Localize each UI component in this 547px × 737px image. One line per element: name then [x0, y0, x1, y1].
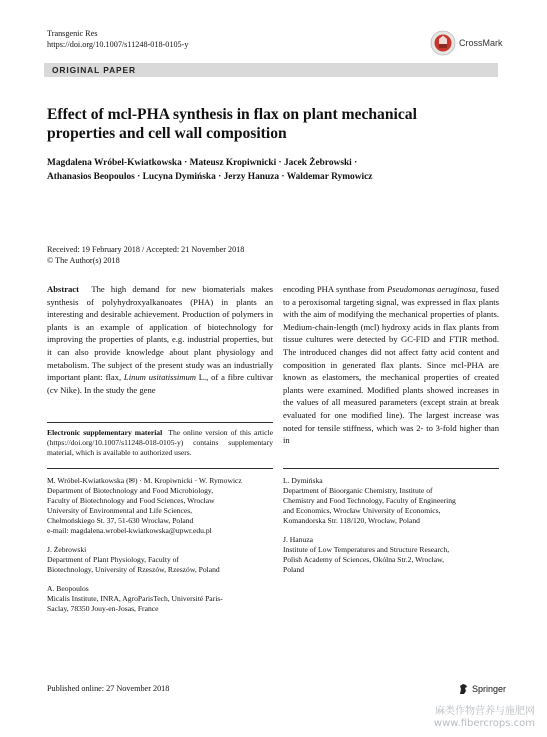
affiliation-line: Department of Bioorganic Chemistry, Institute of — [283, 486, 433, 495]
affiliation-line: Saclay, 78350 Jouy-en-Josas, France — [47, 604, 159, 613]
affiliation-line: Micalis Institute, INRA, AgroParisTech, Université Paris- — [47, 594, 223, 603]
crossmark-badge[interactable] — [430, 30, 503, 56]
abstract-text: L., of a fibre cultivar (cv Nike). In the study the gene — [47, 372, 273, 395]
abstract-text: encoding PHA synthase from — [283, 284, 385, 294]
divider — [47, 422, 273, 423]
copyright: © The Author(s) 2018 — [47, 255, 120, 265]
affiliations-right — [283, 476, 499, 584]
journal-name: Transgenic Res — [47, 29, 98, 38]
affiliation-line: Chemistry and Food Technology, Faculty of Engineering — [283, 496, 456, 505]
email-link[interactable]: e-mail: magdalena.wrobel-kwiatkowska@upwr.edu.pl — [47, 526, 212, 535]
affiliation-line: Polish Academy of Sciences, Okólna Str.2, Wrocław, — [283, 555, 445, 564]
affiliation-line: Department of Biotechnology and Food Microbiology, — [47, 486, 214, 495]
springer-logo — [458, 683, 506, 695]
crossmark-icon — [430, 30, 456, 56]
esm-text: The online version of this article ( — [47, 428, 274, 447]
affiliation — [283, 535, 499, 575]
supplementary-note — [47, 428, 273, 458]
affiliation — [47, 476, 273, 536]
affiliation-line: Faculty of Biotechnology and Food Sciences, Wrocław — [47, 496, 215, 505]
affiliation-authors: M. Wróbel-Kwiatkowska (✉) · M. Kropiwnicki · W. Rymowicz — [47, 476, 242, 485]
affiliation-authors: J. Hanuza — [283, 535, 313, 544]
author-list — [47, 157, 487, 184]
affiliation-line: Poland — [283, 565, 305, 574]
affiliation-line: Chełmońskiego St. 37, 51-630 Wrocław, Poland — [47, 516, 194, 525]
springer-label: Springer — [472, 684, 507, 694]
affiliation — [47, 545, 273, 575]
affiliation — [283, 476, 499, 526]
organism-name: Pseudomonas aeruginosa, — [387, 284, 478, 294]
section-label: ORIGINAL PAPER — [44, 63, 498, 77]
affiliation-line: Biotechnology, University of Rzeszów, Rzeszów, Poland — [47, 565, 220, 574]
publication-dates — [47, 245, 244, 266]
affiliation-line: University of Environmental and Life Sciences, — [47, 506, 193, 515]
species-name: Linum usitatissimum — [123, 372, 196, 383]
esm-doi-link[interactable]: https://doi.org/10.1007/s11248-018-0105-y — [49, 438, 181, 447]
received-accepted: Received: 19 February 2018 / Accepted: 21 November 2018 — [47, 245, 245, 254]
published-online: Published online: 27 November 2018 — [47, 684, 170, 693]
esm-heading: Electronic supplementary material — [47, 428, 163, 437]
journal-header — [47, 28, 188, 50]
watermark-url: www.fibercrops.com — [433, 718, 535, 729]
divider — [283, 468, 499, 469]
abstract-text: fused to a peroxisomal targeting signal, was expressed in flax plants with the aim of modifying the mechanical properties of plants. Medium-chain-length (mcl) hydroxy acids in flax plants from tissue cultures were detected by GC-FID and FTIR method. The introduced changes did not affect fatty acid content and composition in generated flax plants. Since mcl-PHA are known as elastomers, the mechanical properties of created plants were examined. Modified plants showed increases in the values of all measured parameters (except strain at break evaluated for one modified line). The largest increase was noted for tensile stiffness, which was 2- to 3-fold higher than in — [283, 284, 500, 446]
watermark-line: 麻类作物营养与施肥网 — [435, 706, 535, 717]
affiliation — [47, 584, 273, 614]
springer-horse-icon — [458, 683, 469, 695]
paper-title: Effect of mcl-PHA synthesis in flax on plant mechanical properties and cell wall composition — [47, 106, 417, 142]
watermark — [434, 706, 535, 730]
abstract-heading: Abstract — [47, 284, 79, 294]
affiliations-left — [47, 476, 273, 623]
affiliation-line: Department of Plant Physiology, Faculty of — [47, 555, 179, 564]
crossmark-label: CrossMark — [459, 38, 503, 48]
abstract-right-column — [283, 283, 499, 447]
affiliation-line: Komandorska Str. 118/120, Wrocław, Poland — [283, 516, 420, 525]
affiliation-authors: J. Żebrowski — [47, 545, 87, 554]
divider — [47, 468, 273, 469]
author-line: Athanasios Beopoulos · Lucyna Dymińska · Jerzy Hanuza · Waldemar Rymowicz — [47, 171, 373, 182]
abstract-left-column — [47, 283, 273, 396]
doi-link[interactable]: https://doi.org/10.1007/s11248-018-0105-y — [47, 40, 189, 49]
affiliation-line: and Economics, Wrocław University of Economics, — [283, 506, 441, 515]
abstract-text: The high demand for new biomaterials makes synthesis of polyhydroxyalkanoates (PHA) in plants an interesting and desirable achievement. Production of polymers in plants is an example of application of biotechnology for improving the properties of plants, e.g. industrial properties, but it can also provide knowledge about plant physiology and metabolism. The subject of the present study was an industrially important plant: flax, — [47, 284, 273, 383]
affiliation-line: Institute of Low Temperatures and Structure Research, — [283, 545, 450, 554]
affiliation-authors: L. Dymińska — [283, 476, 323, 485]
affiliation-authors: A. Beopoulos — [47, 584, 89, 593]
esm-text: ) contains supplementary material, which is available to authorized users. — [47, 438, 273, 457]
author-line: Magdalena Wróbel-Kwiatkowska · Mateusz Kropiwnicki · Jacek Żebrowski · — [47, 158, 358, 168]
